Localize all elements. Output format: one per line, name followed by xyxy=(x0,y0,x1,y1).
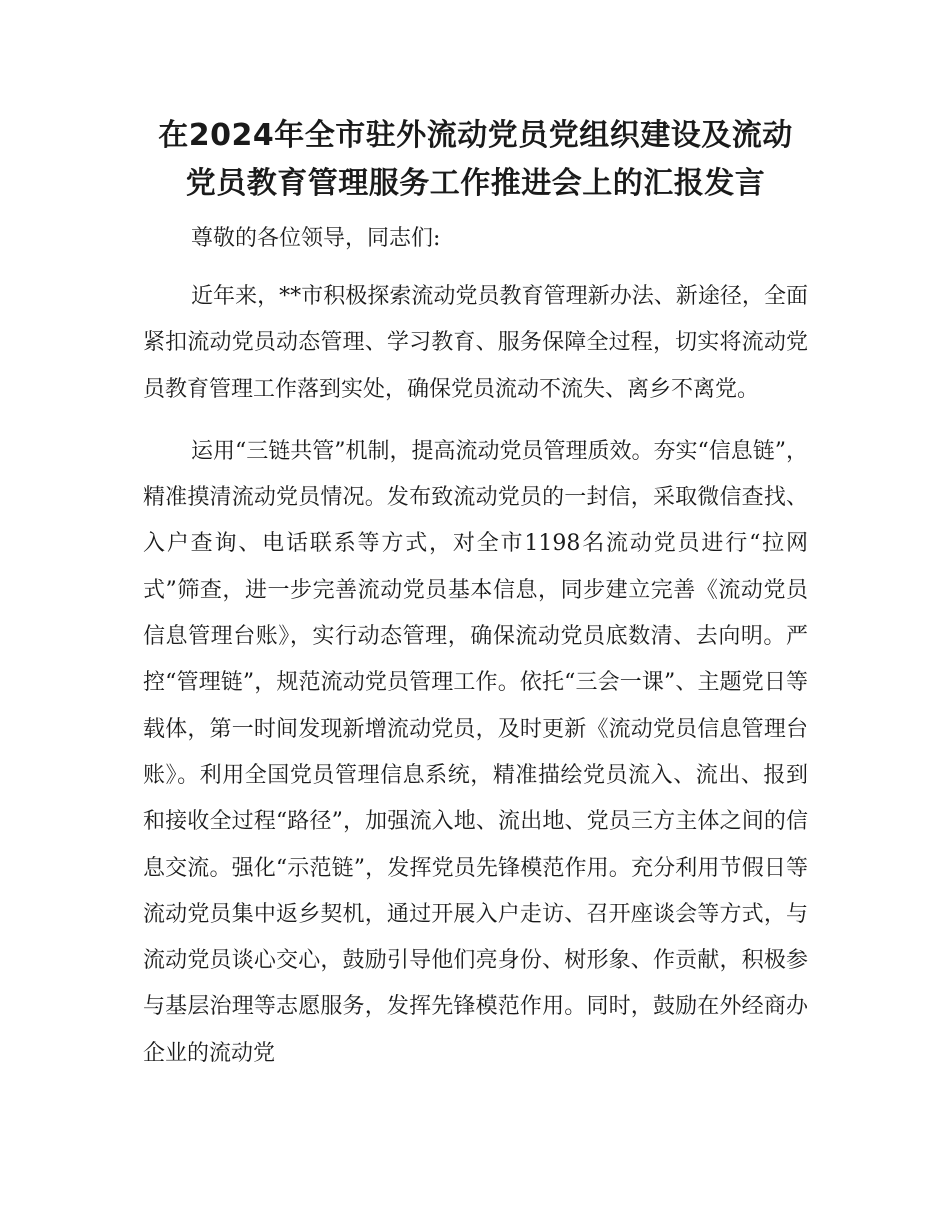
paragraph-intro: 近年来，**市积极探索流动党员教育管理新办法、新途径，全面紧扣流动党员动态管理、学习教育、服务保障全过程，切实将流动党员教育管理工作落到实处，确保党员流动不流失、离乡不离党。 xyxy=(143,284,808,402)
title-line-1: 在2024年全市驻外流动党员党组织建设及流动 xyxy=(158,118,793,153)
title-line-2: 党员教育管理服务工作推进会上的汇报发言 xyxy=(185,166,766,201)
salutation: 尊敬的各位领导，同志们: xyxy=(191,226,441,251)
document-title xyxy=(133,112,818,208)
paragraph-three-chains: 运用“三链共管”机制，提高流动党员管理质效。夯实“信息链”，精准摸清流动党员情况。发布致流动党员的一封信，采取微信查找、入户查询、电话联系等方式，对全市1198名流动党员进行“拉网式”筛查，进一步完善流动党员基本信息，同步建立完善《流动党员信息管理台账》，实行动态管理，确保流动党员底数清、去向明。严控“管理链”，规范流动党员管理工作。依托“三会一课”、主题党日等载体，第一时间发现新增流动党员，及时更新《流动党员信息管理台账》。利用全国党员管理信息系统，精准描绘党员流入、流出、报到和接收全过程“路径”，加强流入地、流出地、党员三方主体之间的信息交流。强化“示范链”，发挥党员先锋模范作用。充分利用节假日等流动党员集中返乡契机，通过开展入户走访、召开座谈会等方式，与流动党员谈心交心，鼓励引导他们亮身份、树形象、作贡献，积极参与基层治理等志愿服务，发挥先锋模范作用。同时，鼓励在外经商办企业的流动党 xyxy=(143,438,808,1066)
document-page xyxy=(143,112,808,1077)
